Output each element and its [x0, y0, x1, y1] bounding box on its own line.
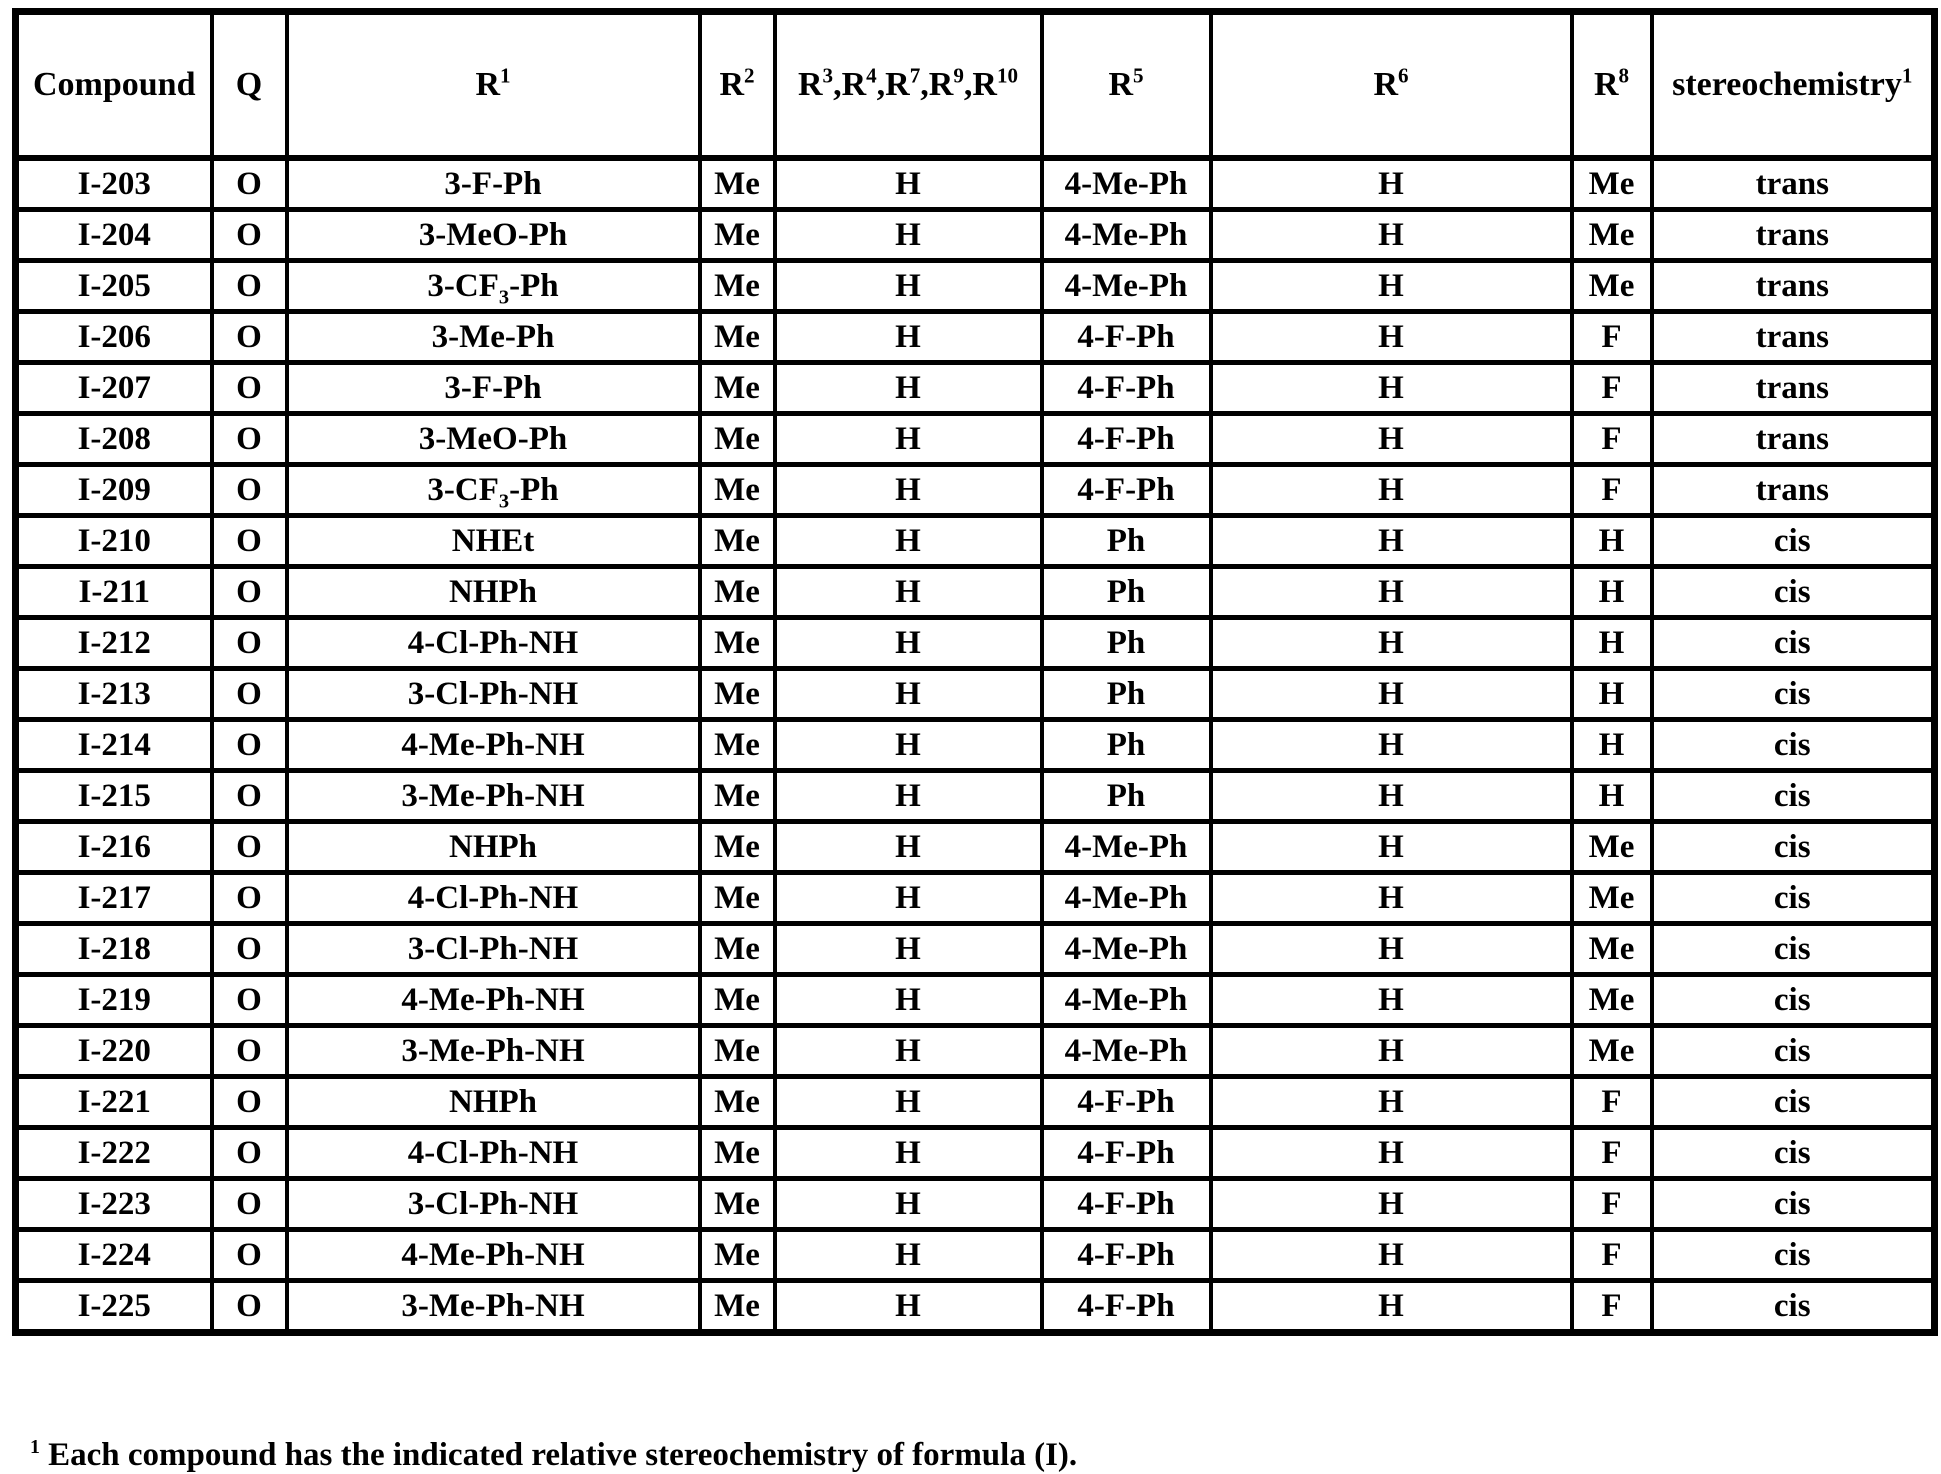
cell-compound-id: I-221: [16, 1077, 212, 1128]
cell-r6: H: [1211, 873, 1572, 924]
table-row: [16, 465, 1935, 516]
cell-r8: F: [1572, 363, 1652, 414]
cell-r3-r4-r7-r9-r10: H: [775, 261, 1042, 312]
cell-q: O: [212, 1281, 287, 1333]
cell-q: O: [212, 210, 287, 261]
cell-stereochemistry: cis: [1652, 720, 1935, 771]
cell-r8: H: [1572, 618, 1652, 669]
cell-r5: 4-F-Ph: [1042, 363, 1211, 414]
cell-q: O: [212, 975, 287, 1026]
column-header-r1: $R^1$: [287, 12, 700, 159]
cell-r2: Me: [700, 567, 775, 618]
cell-r3-r4-r7-r9-r10: H: [775, 414, 1042, 465]
cell-r8: F: [1572, 1077, 1652, 1128]
cell-compound-id: I-209: [16, 465, 212, 516]
cell-r2: Me: [700, 363, 775, 414]
cell-compound-id: I-208: [16, 414, 212, 465]
cell-stereochemistry: cis: [1652, 567, 1935, 618]
cell-r3-r4-r7-r9-r10: H: [775, 1281, 1042, 1333]
table-row: [16, 822, 1935, 873]
cell-r1: 3-Me-Ph-NH: [287, 1026, 700, 1077]
cell-r1: 4-Cl-Ph-NH: [287, 1128, 700, 1179]
cell-r2: Me: [700, 975, 775, 1026]
cell-r8: F: [1572, 414, 1652, 465]
cell-r2: Me: [700, 1026, 775, 1077]
cell-r2: Me: [700, 1077, 775, 1128]
cell-r6: H: [1211, 516, 1572, 567]
cell-r3-r4-r7-r9-r10: H: [775, 1179, 1042, 1230]
cell-stereochemistry: trans: [1652, 312, 1935, 363]
cell-compound-id: I-207: [16, 363, 212, 414]
cell-r1: $3-CF_3-Ph$: [287, 261, 700, 312]
table-row: [16, 1128, 1935, 1179]
cell-stereochemistry: cis: [1652, 924, 1935, 975]
cell-r6: H: [1211, 363, 1572, 414]
cell-q: O: [212, 669, 287, 720]
cell-q: O: [212, 618, 287, 669]
cell-compound-id: I-203: [16, 158, 212, 210]
cell-q: O: [212, 720, 287, 771]
cell-r1: 4-Me-Ph-NH: [287, 975, 700, 1026]
cell-r6: H: [1211, 1179, 1572, 1230]
cell-r8: Me: [1572, 210, 1652, 261]
cell-r8: F: [1572, 1128, 1652, 1179]
column-header-q: Q: [212, 12, 287, 159]
table-row: [16, 873, 1935, 924]
column-header-compound: Compound: [16, 12, 212, 159]
cell-r5: 4-Me-Ph: [1042, 822, 1211, 873]
cell-stereochemistry: cis: [1652, 618, 1935, 669]
cell-r3-r4-r7-r9-r10: H: [775, 669, 1042, 720]
cell-r2: Me: [700, 312, 775, 363]
cell-q: O: [212, 414, 287, 465]
cell-r6: H: [1211, 618, 1572, 669]
table-row: [16, 720, 1935, 771]
cell-compound-id: I-222: [16, 1128, 212, 1179]
cell-q: O: [212, 822, 287, 873]
cell-r5: 4-Me-Ph: [1042, 1026, 1211, 1077]
cell-stereochemistry: trans: [1652, 261, 1935, 312]
cell-r8: Me: [1572, 975, 1652, 1026]
cell-q: O: [212, 771, 287, 822]
cell-q: O: [212, 158, 287, 210]
cell-r3-r4-r7-r9-r10: H: [775, 516, 1042, 567]
cell-r5: Ph: [1042, 618, 1211, 669]
cell-q: O: [212, 1026, 287, 1077]
cell-stereochemistry: trans: [1652, 465, 1935, 516]
cell-compound-id: I-204: [16, 210, 212, 261]
cell-r2: Me: [700, 1230, 775, 1281]
cell-compound-id: I-225: [16, 1281, 212, 1333]
table-row: [16, 210, 1935, 261]
cell-r2: Me: [700, 210, 775, 261]
cell-stereochemistry: cis: [1652, 822, 1935, 873]
cell-r5: Ph: [1042, 669, 1211, 720]
cell-r3-r4-r7-r9-r10: H: [775, 312, 1042, 363]
cell-r8: F: [1572, 1281, 1652, 1333]
cell-r1: 3-F-Ph: [287, 158, 700, 210]
cell-stereochemistry: cis: [1652, 975, 1935, 1026]
cell-stereochemistry: cis: [1652, 516, 1935, 567]
cell-r3-r4-r7-r9-r10: H: [775, 618, 1042, 669]
cell-r2: Me: [700, 618, 775, 669]
table-row: [16, 158, 1935, 210]
table-header-row: [16, 12, 1935, 159]
cell-r6: H: [1211, 720, 1572, 771]
cell-r5: Ph: [1042, 516, 1211, 567]
cell-r8: H: [1572, 567, 1652, 618]
cell-r5: 4-Me-Ph: [1042, 261, 1211, 312]
cell-r1: 3-Me-Ph-NH: [287, 1281, 700, 1333]
footnote-partial-line: $^1$ Each compound has the indicated relative stereochemistry of formula (I).: [30, 1436, 1078, 1473]
cell-r6: H: [1211, 771, 1572, 822]
cell-r1: NHPh: [287, 567, 700, 618]
cell-q: O: [212, 312, 287, 363]
cell-r8: F: [1572, 1179, 1652, 1230]
cell-r3-r4-r7-r9-r10: H: [775, 210, 1042, 261]
cell-compound-id: I-214: [16, 720, 212, 771]
cell-r1: 4-Me-Ph-NH: [287, 1230, 700, 1281]
cell-stereochemistry: cis: [1652, 669, 1935, 720]
cell-r5: 4-Me-Ph: [1042, 975, 1211, 1026]
cell-r2: Me: [700, 1281, 775, 1333]
cell-compound-id: I-217: [16, 873, 212, 924]
cell-stereochemistry: cis: [1652, 771, 1935, 822]
cell-r3-r4-r7-r9-r10: H: [775, 975, 1042, 1026]
table-body: [16, 158, 1935, 1333]
column-header-r6: $R^6$: [1211, 12, 1572, 159]
compound-substituent-table: [12, 8, 1938, 1336]
cell-r5: 4-F-Ph: [1042, 465, 1211, 516]
table-row: [16, 975, 1935, 1026]
cell-compound-id: I-219: [16, 975, 212, 1026]
cell-r1: NHEt: [287, 516, 700, 567]
cell-compound-id: I-218: [16, 924, 212, 975]
cell-compound-id: I-211: [16, 567, 212, 618]
cell-stereochemistry: cis: [1652, 1230, 1935, 1281]
cell-stereochemistry: cis: [1652, 1179, 1935, 1230]
cell-q: O: [212, 465, 287, 516]
cell-stereochemistry: cis: [1652, 1128, 1935, 1179]
table-row: [16, 1230, 1935, 1281]
cell-r8: H: [1572, 516, 1652, 567]
cell-stereochemistry: trans: [1652, 363, 1935, 414]
cell-compound-id: I-213: [16, 669, 212, 720]
cell-r1: 4-Cl-Ph-NH: [287, 618, 700, 669]
cell-r8: Me: [1572, 822, 1652, 873]
cell-r2: Me: [700, 822, 775, 873]
cell-q: O: [212, 1077, 287, 1128]
cell-compound-id: I-212: [16, 618, 212, 669]
cell-r1: 3-MeO-Ph: [287, 210, 700, 261]
cell-r6: H: [1211, 1026, 1572, 1077]
cell-r2: Me: [700, 158, 775, 210]
cell-r1: 3-Cl-Ph-NH: [287, 669, 700, 720]
cell-r5: Ph: [1042, 771, 1211, 822]
cell-r2: Me: [700, 1128, 775, 1179]
cell-r6: H: [1211, 312, 1572, 363]
cell-r5: Ph: [1042, 720, 1211, 771]
cell-r2: Me: [700, 720, 775, 771]
cell-r1: 4-Me-Ph-NH: [287, 720, 700, 771]
cell-r5: 4-Me-Ph: [1042, 924, 1211, 975]
cell-r5: 4-Me-Ph: [1042, 210, 1211, 261]
cell-r5: 4-F-Ph: [1042, 312, 1211, 363]
table-row: [16, 669, 1935, 720]
cell-r5: 4-F-Ph: [1042, 1179, 1211, 1230]
cell-r1: 3-Cl-Ph-NH: [287, 924, 700, 975]
cell-r3-r4-r7-r9-r10: H: [775, 363, 1042, 414]
cell-compound-id: I-206: [16, 312, 212, 363]
cell-stereochemistry: cis: [1652, 1077, 1935, 1128]
cell-q: O: [212, 363, 287, 414]
cell-r1: 3-F-Ph: [287, 363, 700, 414]
column-header-r3-r4-r7-r9-r10: $R^3,R^4,R^7,R^9,R^{10}$: [775, 12, 1042, 159]
cell-r1: NHPh: [287, 822, 700, 873]
cell-r2: Me: [700, 1179, 775, 1230]
cell-r3-r4-r7-r9-r10: H: [775, 720, 1042, 771]
column-header-r8: $R^8$: [1572, 12, 1652, 159]
table-row: [16, 618, 1935, 669]
cell-r3-r4-r7-r9-r10: H: [775, 873, 1042, 924]
table-row: [16, 567, 1935, 618]
cell-compound-id: I-224: [16, 1230, 212, 1281]
cell-compound-id: I-220: [16, 1026, 212, 1077]
cell-r1: 4-Cl-Ph-NH: [287, 873, 700, 924]
cell-r6: H: [1211, 567, 1572, 618]
cell-stereochemistry: cis: [1652, 1026, 1935, 1077]
cell-q: O: [212, 1128, 287, 1179]
cell-r6: H: [1211, 1281, 1572, 1333]
cell-r5: 4-Me-Ph: [1042, 158, 1211, 210]
table-row: [16, 516, 1935, 567]
table-row: [16, 1179, 1935, 1230]
cell-compound-id: I-216: [16, 822, 212, 873]
cell-q: O: [212, 261, 287, 312]
cell-r2: Me: [700, 465, 775, 516]
cell-r5: 4-Me-Ph: [1042, 873, 1211, 924]
cell-stereochemistry: trans: [1652, 414, 1935, 465]
table-row: [16, 1077, 1935, 1128]
cell-r6: H: [1211, 975, 1572, 1026]
cell-r5: 4-F-Ph: [1042, 1128, 1211, 1179]
table-row: [16, 924, 1935, 975]
cell-r8: Me: [1572, 1026, 1652, 1077]
cell-r2: Me: [700, 873, 775, 924]
table-row: [16, 1026, 1935, 1077]
cell-compound-id: I-205: [16, 261, 212, 312]
cell-r6: H: [1211, 210, 1572, 261]
cell-compound-id: I-210: [16, 516, 212, 567]
cell-r1: 3-Me-Ph: [287, 312, 700, 363]
cell-q: O: [212, 924, 287, 975]
cell-r3-r4-r7-r9-r10: H: [775, 465, 1042, 516]
cell-r6: H: [1211, 158, 1572, 210]
cell-r6: H: [1211, 1128, 1572, 1179]
cell-r1: NHPh: [287, 1077, 700, 1128]
cell-q: O: [212, 873, 287, 924]
cell-r6: H: [1211, 465, 1572, 516]
table-row: [16, 771, 1935, 822]
cell-compound-id: I-223: [16, 1179, 212, 1230]
cell-r2: Me: [700, 669, 775, 720]
cell-r3-r4-r7-r9-r10: H: [775, 567, 1042, 618]
cell-r8: F: [1572, 465, 1652, 516]
cell-r6: H: [1211, 1230, 1572, 1281]
cell-r6: H: [1211, 414, 1572, 465]
cell-q: O: [212, 516, 287, 567]
column-header-stereochemistry: stereochemistry$^1$: [1652, 12, 1935, 159]
cell-r8: H: [1572, 771, 1652, 822]
cell-r6: H: [1211, 822, 1572, 873]
cell-r8: H: [1572, 669, 1652, 720]
cell-r1: 3-Me-Ph-NH: [287, 771, 700, 822]
table-row: [16, 363, 1935, 414]
cell-r8: H: [1572, 720, 1652, 771]
cell-r6: H: [1211, 1077, 1572, 1128]
cell-r6: H: [1211, 924, 1572, 975]
cell-stereochemistry: cis: [1652, 873, 1935, 924]
cell-r8: F: [1572, 312, 1652, 363]
cell-r5: 4-F-Ph: [1042, 414, 1211, 465]
table-row: [16, 414, 1935, 465]
cell-r3-r4-r7-r9-r10: H: [775, 1230, 1042, 1281]
cell-r8: Me: [1572, 158, 1652, 210]
cell-r8: Me: [1572, 924, 1652, 975]
cell-r3-r4-r7-r9-r10: H: [775, 158, 1042, 210]
cell-r2: Me: [700, 261, 775, 312]
cell-r8: Me: [1572, 873, 1652, 924]
cell-r3-r4-r7-r9-r10: H: [775, 1128, 1042, 1179]
column-header-r2: $R^2$: [700, 12, 775, 159]
table-row: [16, 1281, 1935, 1333]
cell-q: O: [212, 567, 287, 618]
cell-r3-r4-r7-r9-r10: H: [775, 771, 1042, 822]
cell-stereochemistry: cis: [1652, 1281, 1935, 1333]
cell-compound-id: I-215: [16, 771, 212, 822]
cell-q: O: [212, 1179, 287, 1230]
cell-r2: Me: [700, 771, 775, 822]
cell-r5: 4-F-Ph: [1042, 1281, 1211, 1333]
cell-r3-r4-r7-r9-r10: H: [775, 924, 1042, 975]
cell-r3-r4-r7-r9-r10: H: [775, 1026, 1042, 1077]
table-row: [16, 261, 1935, 312]
cell-r5: Ph: [1042, 567, 1211, 618]
cell-q: O: [212, 1230, 287, 1281]
cell-r5: 4-F-Ph: [1042, 1230, 1211, 1281]
cell-r1: $3-CF_3-Ph$: [287, 465, 700, 516]
cell-r6: H: [1211, 669, 1572, 720]
cell-r6: H: [1211, 261, 1572, 312]
cell-r1: 3-Cl-Ph-NH: [287, 1179, 700, 1230]
cell-r2: Me: [700, 414, 775, 465]
cell-r2: Me: [700, 924, 775, 975]
cell-stereochemistry: trans: [1652, 210, 1935, 261]
cell-stereochemistry: trans: [1652, 158, 1935, 210]
table-row: [16, 312, 1935, 363]
cell-r3-r4-r7-r9-r10: H: [775, 1077, 1042, 1128]
cell-r5: 4-F-Ph: [1042, 1077, 1211, 1128]
cell-r2: Me: [700, 516, 775, 567]
cell-r8: F: [1572, 1230, 1652, 1281]
cell-r1: 3-MeO-Ph: [287, 414, 700, 465]
column-header-r5: $R^5$: [1042, 12, 1211, 159]
cell-r8: Me: [1572, 261, 1652, 312]
cell-r3-r4-r7-r9-r10: H: [775, 822, 1042, 873]
